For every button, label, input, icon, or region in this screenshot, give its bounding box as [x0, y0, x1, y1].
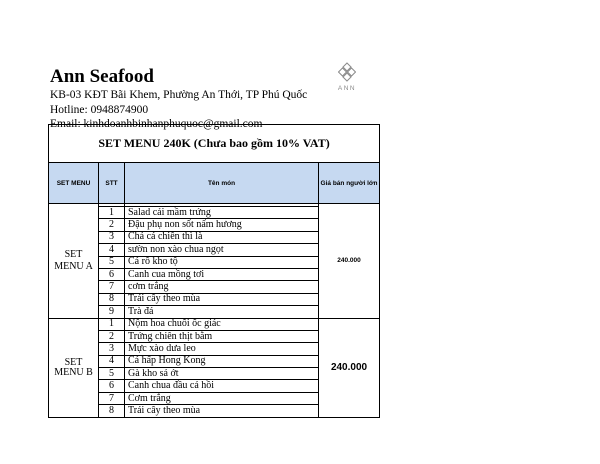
- dish-name: Trứng chiên thịt bằm: [125, 330, 319, 342]
- dish-name: sườn non xào chua ngọt: [125, 244, 319, 256]
- item-number: 6: [99, 380, 125, 392]
- ann-logo-icon: [338, 62, 356, 84]
- table-title-row: [49, 125, 380, 163]
- menu-title: SET MENU 240K (Chưa bao gồm 10% VAT): [49, 125, 380, 163]
- set-price: 240.000: [319, 318, 380, 417]
- column-header-price: Giá bán người lớn: [319, 163, 380, 204]
- company-name: Ann Seafood: [50, 66, 154, 87]
- dish-name: Cơm trắng: [125, 392, 319, 404]
- dish-name: cơm trắng: [125, 281, 319, 293]
- dish-name: Cá hấp Hong Kong: [125, 355, 319, 367]
- item-number: 3: [99, 343, 125, 355]
- dish-name: Nộm hoa chuối ốc giác: [125, 318, 319, 330]
- item-number: 4: [99, 355, 125, 367]
- dish-name: Cá rô kho tộ: [125, 256, 319, 268]
- set-name: SET MENU B: [49, 318, 99, 417]
- column-header-dish: Tên món: [125, 163, 319, 204]
- dish-name: Trái cây theo mùa: [125, 293, 319, 305]
- dish-name: Canh chua đầu cá hồi: [125, 380, 319, 392]
- table-header-row: [49, 163, 380, 204]
- item-number: 6: [99, 268, 125, 280]
- item-number: 5: [99, 256, 125, 268]
- dish-name: Gà kho sả ớt: [125, 368, 319, 380]
- brand-logo: [334, 62, 360, 92]
- item-number: 8: [99, 405, 125, 417]
- item-number: 1: [99, 318, 125, 330]
- item-number: 3: [99, 231, 125, 243]
- company-header: [50, 66, 307, 132]
- table-row: [49, 318, 380, 330]
- set-price: 240.000: [319, 204, 380, 319]
- company-email: Email: kinhdoanhbinhanphuquoc@gmail.com: [50, 118, 263, 130]
- company-address: KB-03 KĐT Bãi Khem, Phường An Thới, TP Phú Quốc: [50, 89, 308, 101]
- item-number: 9: [99, 306, 125, 318]
- set-name: SET MENU A: [49, 204, 99, 319]
- item-number: 5: [99, 368, 125, 380]
- dish-name: Salad cải mầm trứng: [125, 207, 319, 219]
- dish-name: Đậu phụ non sốt nấm hương: [125, 219, 319, 231]
- dish-name: Trà đá: [125, 306, 319, 318]
- dish-name: Chả cá chiên thì là: [125, 231, 319, 243]
- item-number: 2: [99, 219, 125, 231]
- company-hotline: Hotline: 0948874900: [50, 103, 149, 116]
- item-number: 2: [99, 330, 125, 342]
- column-header-set: SET MENU: [49, 163, 99, 204]
- item-number: 1: [99, 207, 125, 219]
- set-menu-table: [48, 124, 380, 418]
- dish-name: Mực xào dưa leo: [125, 343, 319, 355]
- logo-text: ANN: [337, 85, 357, 92]
- item-number: 4: [99, 244, 125, 256]
- column-header-stt: STT: [99, 163, 125, 204]
- item-number: 7: [99, 281, 125, 293]
- item-number: 8: [99, 293, 125, 305]
- item-number: 7: [99, 392, 125, 404]
- dish-name: Canh cua mồng tơi: [125, 268, 319, 280]
- dish-name: Trái cây theo mùa: [125, 405, 319, 417]
